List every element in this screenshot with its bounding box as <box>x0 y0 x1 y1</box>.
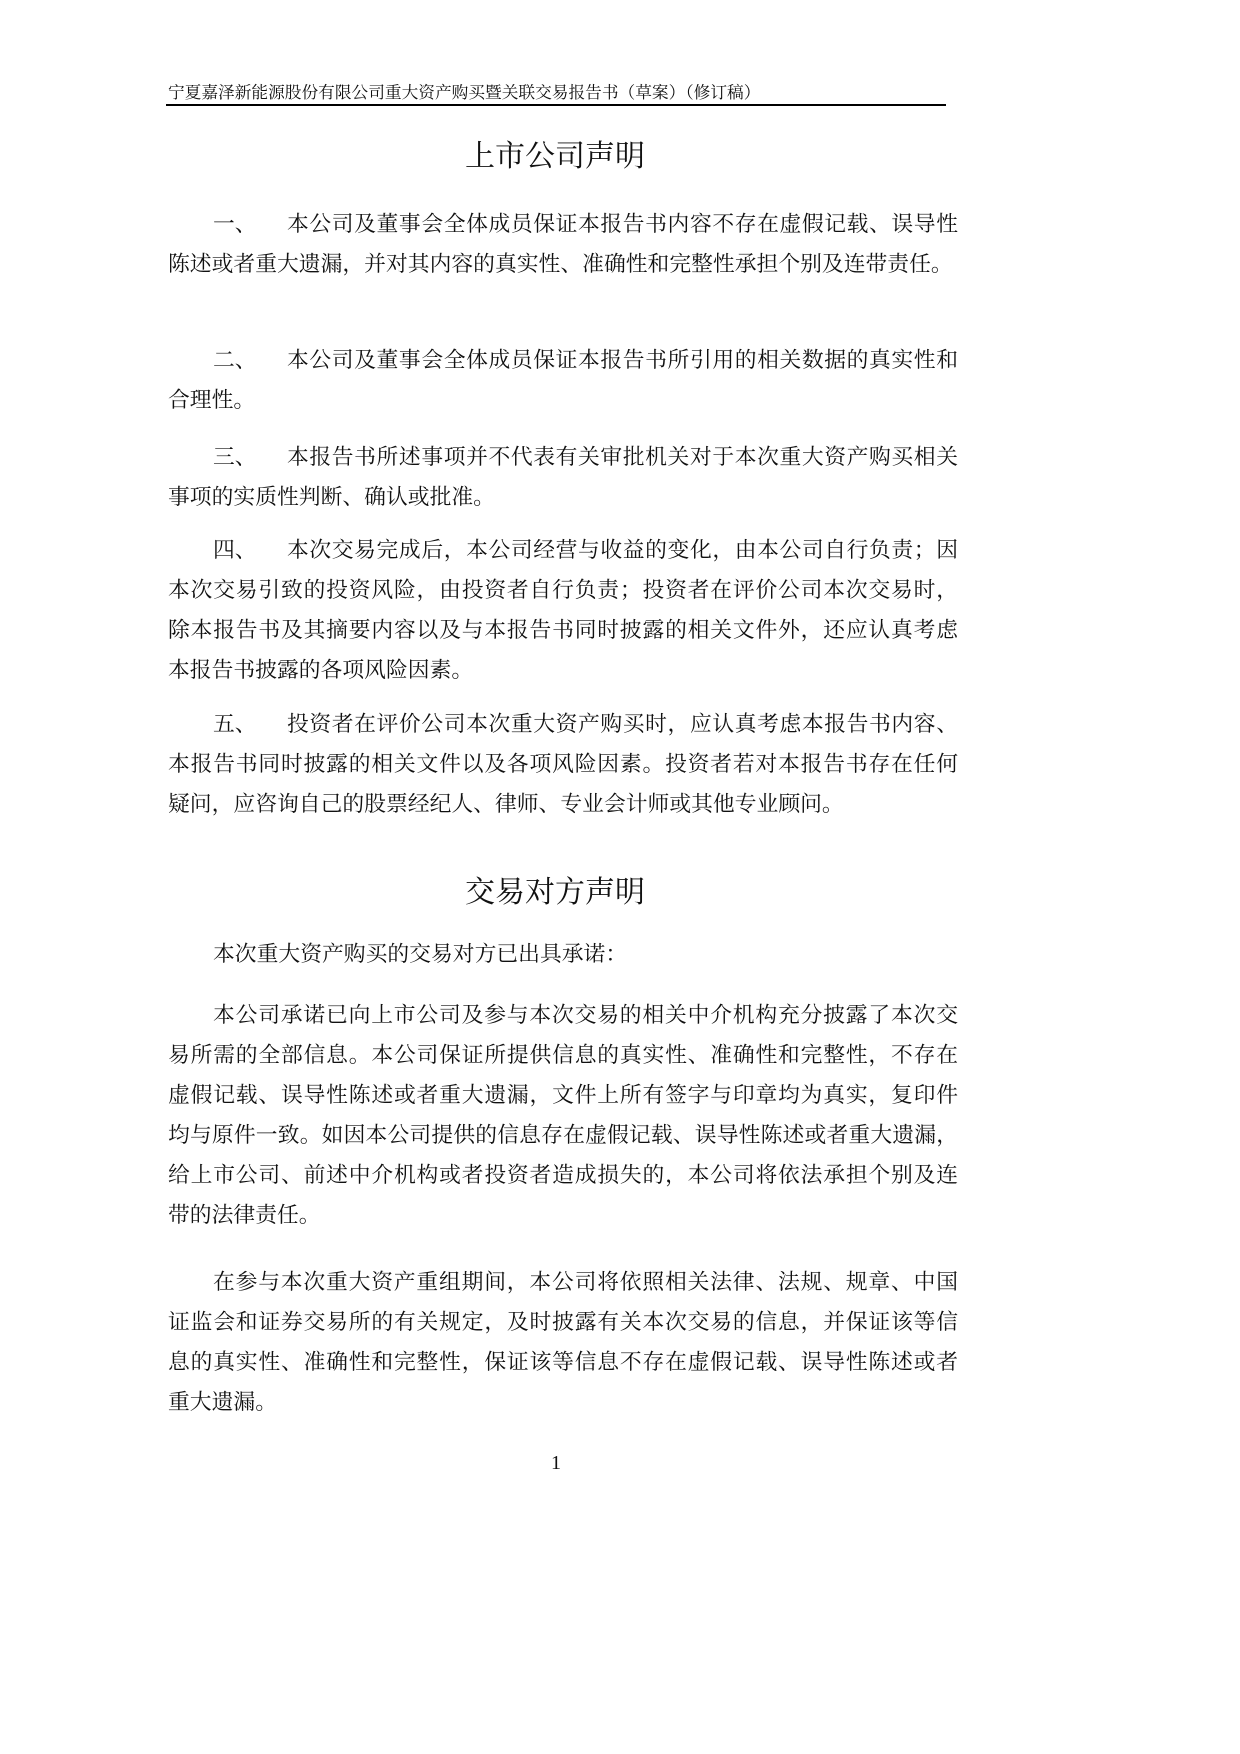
paragraph-text: 本公司及董事会全体成员保证本报告书内容不存在虚假记载、误导性 <box>287 212 958 237</box>
paragraph-line: 本次重大资产购买的交易对方已出具承诺： <box>213 942 628 967</box>
section-title-counterparty-statement: 交易对方声明 <box>465 875 645 910</box>
statement-item-2 <box>168 341 958 421</box>
item-number: 二、 <box>213 348 257 373</box>
paragraph-line: 合理性。 <box>168 388 256 413</box>
counterparty-commitment-paragraph-1 <box>168 996 958 1236</box>
running-header-title: 宁夏嘉泽新能源股份有限公司重大资产购买暨关联交易报告书（草案）（修订稿） <box>168 82 761 102</box>
paragraph-line <box>168 438 958 478</box>
statement-item-5 <box>168 705 958 825</box>
paragraph-line: 易所需的全部信息。本公司保证所提供信息的真实性、准确性和完整性，不存在 <box>168 1043 958 1068</box>
paragraph-line: 重大遗漏。 <box>168 1390 277 1415</box>
paragraph-line: 虚假记载、误导性陈述或者重大遗漏，文件上所有签字与印章均为真实，复印件 <box>168 1083 958 1108</box>
paragraph-line: 息的真实性、准确性和完整性，保证该等信息不存在虚假记载、误导性陈述或者 <box>168 1350 958 1375</box>
page-number: 1 <box>551 1452 561 1474</box>
paragraph-line: 事项的实质性判断、确认或批准。 <box>168 485 495 510</box>
paragraph-text: 本公司及董事会全体成员保证本报告书所引用的相关数据的真实性和 <box>287 348 958 373</box>
section-title-listed-company-statement: 上市公司声明 <box>465 139 645 174</box>
item-number: 一、 <box>213 212 257 237</box>
item-number: 三、 <box>213 445 257 470</box>
paragraph-line: 疑问，应咨询自己的股票经纪人、律师、专业会计师或其他专业顾问。 <box>168 792 844 817</box>
paragraph-text: 本次交易完成后，本公司经营与收益的变化，由本公司自行负责；因 <box>287 538 958 563</box>
paragraph-line: 本报告书披露的各项风险因素。 <box>168 658 474 683</box>
paragraph-line: 带的法律责任。 <box>168 1203 321 1228</box>
counterparty-commitment-paragraph-2 <box>168 1263 958 1423</box>
statement-item-3 <box>168 438 958 518</box>
item-number: 四、 <box>213 538 257 563</box>
paragraph-line <box>168 341 958 381</box>
paragraph-line: 陈述或者重大遗漏，并对其内容的真实性、准确性和完整性承担个别及连带责任。 <box>168 252 953 277</box>
paragraph-line: 本报告书同时披露的相关文件以及各项风险因素。投资者若对本报告书存在任何 <box>168 752 958 777</box>
paragraph-line <box>168 705 958 745</box>
paragraph-line: 除本报告书及其摘要内容以及与本报告书同时披露的相关文件外，还应认真考虑 <box>168 618 958 643</box>
paragraph-line: 给上市公司、前述中介机构或者投资者造成损失的，本公司将依法承担个别及连 <box>168 1163 958 1188</box>
item-number: 五、 <box>213 712 257 737</box>
paragraph-line: 在参与本次重大资产重组期间，本公司将依照相关法律、法规、规章、中国 <box>213 1270 958 1295</box>
paragraph-text: 投资者在评价公司本次重大资产购买时，应认真考虑本报告书内容、 <box>287 712 958 737</box>
paragraph-line: 证监会和证券交易所的有关规定，及时披露有关本次交易的信息，并保证该等信 <box>168 1310 958 1335</box>
statement-item-1 <box>168 205 958 285</box>
paragraph-line: 均与原件一致。如因本公司提供的信息存在虚假记载、误导性陈述或者重大遗漏， <box>168 1123 958 1148</box>
paragraph-line: 本次交易引致的投资风险，由投资者自行负责；投资者在评价公司本次交易时， <box>168 578 958 603</box>
counterparty-intro-paragraph <box>168 935 958 975</box>
paragraph-line <box>168 531 958 571</box>
paragraph-line <box>168 205 958 245</box>
header-rule <box>166 104 946 106</box>
paragraph-line: 本公司承诺已向上市公司及参与本次交易的相关中介机构充分披露了本次交 <box>213 1003 958 1028</box>
paragraph-text: 本报告书所述事项并不代表有关审批机关对于本次重大资产购买相关 <box>287 445 958 470</box>
statement-item-4 <box>168 531 958 691</box>
